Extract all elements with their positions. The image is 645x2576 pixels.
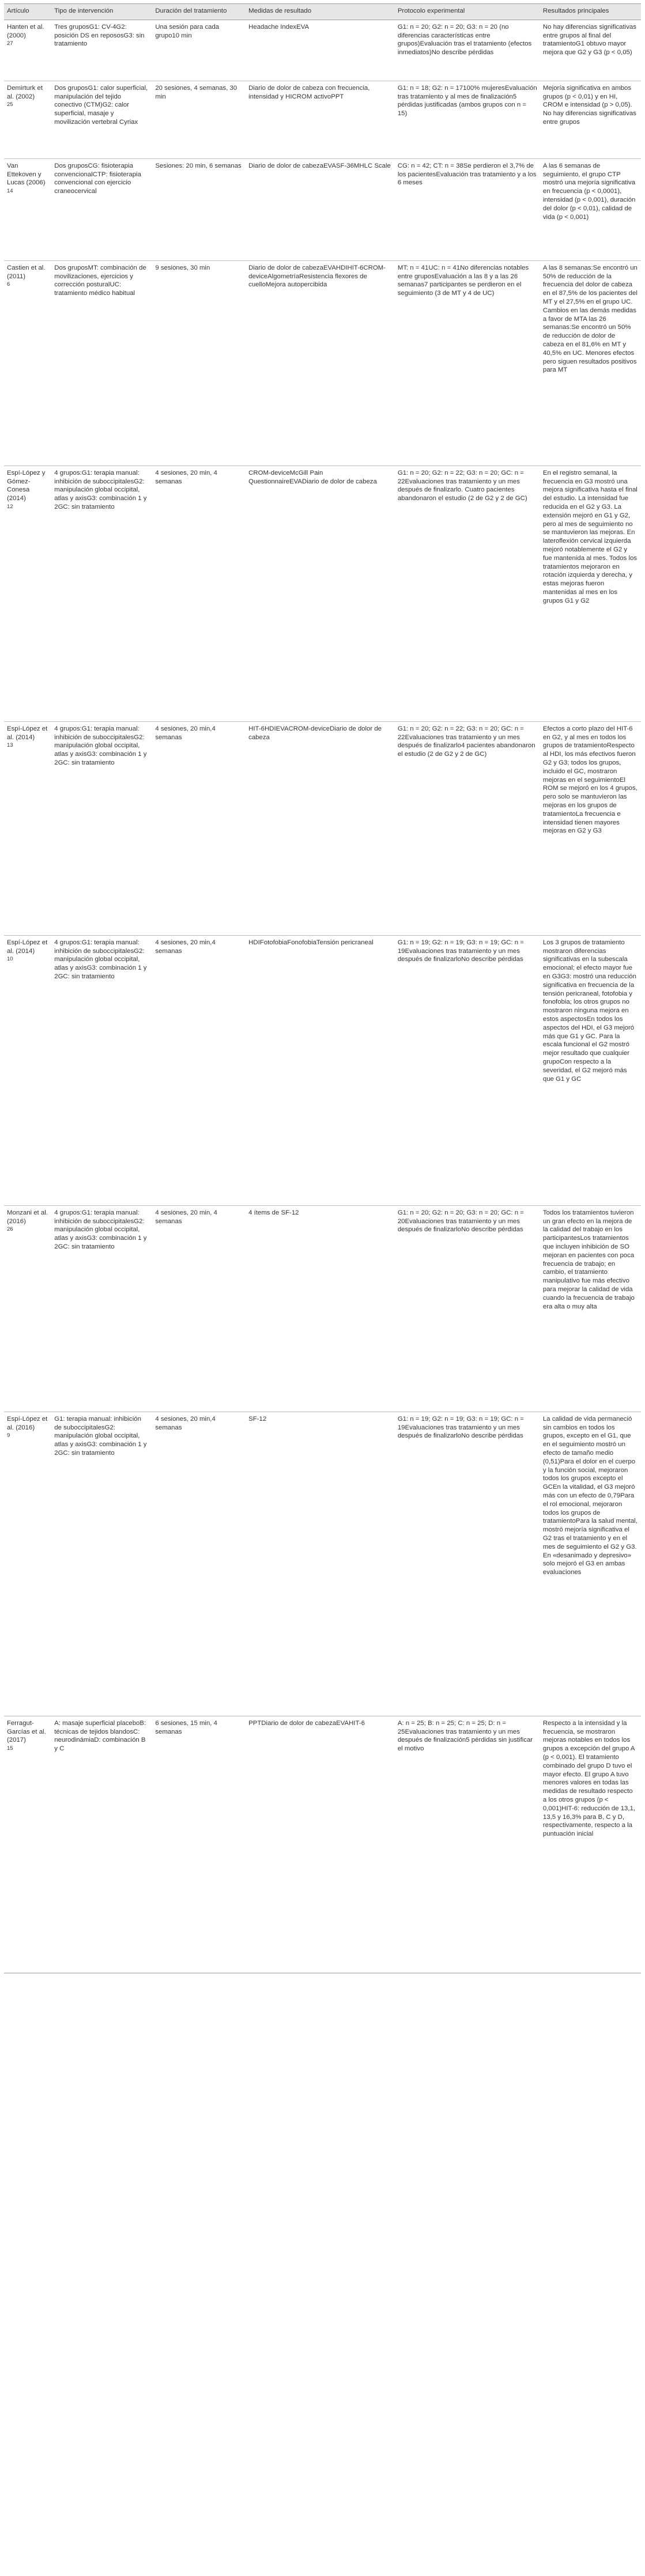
table-row	[4, 81, 641, 158]
cell-duracion: Sesiones: 20 min, 6 semanas	[152, 158, 246, 260]
cell-resultados: Mejoría significativa en ambos grupos (p < 0,01) y en HI, CROM e intensidad (p > 0,05). No hay diferencias significativas entre grupos	[540, 81, 641, 158]
cell-medidas: HIT-6HDIEVACROM-deviceDiario de dolor de cabeza	[246, 721, 395, 935]
cell-medidas: CROM-deviceMcGill Pain QuestionnaireEVADiario de dolor de cabeza	[246, 466, 395, 721]
table-row	[4, 158, 641, 260]
header-articulo: Artículo	[4, 4, 51, 20]
cell-tipo: 4 grupos:G1: terapia manual: inhibición de suboccipitalesG2: manipulación global occipital, atlas y axisG3: combinación 1 y 2GC: sin tratamiento	[51, 721, 152, 935]
cell-resultados: A las 8 semanas:Se encontró un 50% de reducción de la frecuencia del dolor de cabeza en el 87,5% de los pacientes del MT y el 27,5% en el grupo UC. Cambios en las demás medidas a favor de MTA las 26 semanas:Se encontró un 50% de reducción de dolor de cabeza en el 81,6% en MT y 40,5% en UC. Menores efectos pero siguen resultados positivos para MT	[540, 260, 641, 466]
cell-articulo: Monzani et al. (2016) $^{26}$	[4, 1205, 51, 1412]
cell-articulo: Hanten et al. (2000) $^{27}$	[4, 20, 51, 81]
cell-articulo: Ferragut-Garcías et al. (2017) $^{15}$	[4, 1716, 51, 1973]
cell-resultados: Los 3 grupos de tratamiento mostraron diferencias significativas en la subescala emocional; el efecto mayor fue en G3G3: mostró una reducción significativa en frecuencia de la tensión pericraneal, fotofobia y fonofobia; los otros grupos no mostraron ninguna mejora en estos aspectosEn todos los aspectos del HDI, el G3 mejoró más que G1 y GC. Para la escala funcional el G2 mostró mejor resultado que cualquier grupoCon respecto a la severidad, el G2 mejoró más que G1 y GC	[540, 935, 641, 1205]
cell-tipo: G1: terapia manual: inhibición de suboccipitalesG2: manipulación global occipital, atlas y axisG3: combinación 1 y 2GC: sin tratamiento	[51, 1412, 152, 1716]
header-tipo: Tipo de intervención	[51, 4, 152, 20]
cell-tipo: 4 grupos:G1: terapia manual: inhibición de suboccipitalesG2: manipulación global occipital, atlas y axisG3: combinación 1 y 2GC: sin tratamiento	[51, 1205, 152, 1412]
cell-duracion: 4 sesiones, 20 min, 4 semanas	[152, 466, 246, 721]
cell-resultados: No hay diferencias significativas entre grupos al final del tratamientoG1 obtuvo mayor mejora que G2 y G3 (p < 0,05)	[540, 20, 641, 81]
citation-ref[interactable]: 9	[7, 1432, 10, 1439]
cell-articulo: Espí-López et al. (2014) $^{13}$	[4, 721, 51, 935]
cell-medidas: Diario de dolor de cabezaEVAHDIHIT-6CROM-deviceAlgometríaResistencia flexores de cuelloMejora autopercibida	[246, 260, 395, 466]
cell-duracion: Una sesión para cada grupo10 min	[152, 20, 246, 81]
cell-resultados: La calidad de vida permaneció sin cambios en todos los grupos, excepto en el G1, que en el seguimiento mostró un efecto de tamaño medio (0,51)Para el dolor en el cuerpo y la función social, mejoraron todos los grupos excepto el GCEn la vitalidad, el G3 mejoró más con un efecto de 0,79Para el rol emocional, mejoraron todos los grupos de tratamientoPara la salud mental, mostró mejoría significativa el G2 tras el tratamiento y en el mes de seguimiento el G2 y G3. En «desanimado y depresivo» solo mejoró el G3 en ambas evaluaciones	[540, 1412, 641, 1716]
cell-protocolo: G1: n = 20; G2: n = 22; G3: n = 20; GC: n = 22Evaluaciones tras tratamiento y un mes después de finalizarlo4 pacientes abandonaron el estudio (2 de G2 y 2 de GC)	[395, 721, 540, 935]
citation-ref[interactable]: 10	[7, 956, 13, 963]
table-row	[4, 935, 641, 1205]
table-header-row	[4, 4, 641, 20]
cell-articulo: Castien et al. (2011) $^6$	[4, 260, 51, 466]
cell-resultados: Efectos a corto plazo del HIT-6 en G2, y al mes en todos los grupos de tratamientoRespecto al HDI, los más efectivos fueron G2 y G3; todos los grupos, incluido el GC, mostraron mejoras en el seguimientoEl ROM se mejoró en los 4 grupos, pero solo se mantuvieron las mejoras en los grupos de tratamientoLa frecuencia e intensidad tienen mayores mejoras en G2 y G3	[540, 721, 641, 935]
cell-medidas: Headache IndexEVA	[246, 20, 395, 81]
cell-resultados: En el registro semanal, la frecuencia en G3 mostró una mejora significativa hasta el final del estudio. La intensidad fue reducida en el G2 y G3. La extensión mejoró en G1 y G2, pero al mes de seguimiento no se mantuvieron las mejoras. En lateroflexión cervical izquierda mejoró notablemente el G2 y fue mantenida al mes. Todos los tratamientos mejoraron en rotación izquierda y derecha, y estas mejoras fueron mantenidas al mes en los grupos G1 y G2	[540, 466, 641, 721]
cell-tipo: 4 grupos:G1: terapia manual: inhibición de suboccipitalesG2: manipulación global occipital, atlas y axisG3: combinación 1 y 2GC: sin tratamiento	[51, 466, 152, 721]
table-row	[4, 260, 641, 466]
cell-tipo: Dos gruposCG: fisioterapia convencionalCTP: fisioterapia convencional con ejercicio craneocervical	[51, 158, 152, 260]
table-row	[4, 466, 641, 721]
cell-medidas: SF-12	[246, 1412, 395, 1716]
cell-duracion: 9 sesiones, 30 min	[152, 260, 246, 466]
cell-articulo: Espí-López et al. (2016) $^9$	[4, 1412, 51, 1716]
cell-resultados: Todos los tratamientos tuvieron un gran efecto en la mejora de la calidad del trabajo en los participantesLos tratamientos que incluyen inhibición de SO mejoran en pacientes con poca frecuencia de trabajo; en cambio, el tratamiento manipulativo fue más efectivo para mejorar la calidad de vida cuando la frecuencia de trabajo era alta o muy alta	[540, 1205, 641, 1412]
header-duracion: Duración del tratamiento	[152, 4, 246, 20]
citation-ref[interactable]: 13	[7, 742, 13, 749]
citation-ref[interactable]: 14	[7, 188, 13, 195]
cell-protocolo: CG: n = 42; CT: n = 38Se perdieron el 3,7% de los pacientesEvaluación tras tratamiento y a los 6 meses	[395, 158, 540, 260]
cell-protocolo: G1: n = 18; G2: n = 17100% mujeresEvaluación tras tratamiento y al mes de finalización5 pérdidas justificadas (ambos grupos con n = 15)	[395, 81, 540, 158]
citation-ref[interactable]: 27	[7, 40, 13, 47]
cell-protocolo: G1: n = 20; G2: n = 20; G3: n = 20 (no diferencias características entre grupos)Evaluación tras el tratamiento (efectos inmediatos)No describe pérdidas	[395, 20, 540, 81]
cell-duracion: 4 sesiones, 20 min,4 semanas	[152, 721, 246, 935]
cell-tipo: Tres gruposG1: CV-4G2: posición DS en repososG3: sin tratamiento	[51, 20, 152, 81]
cell-tipo: 4 grupos:G1: terapia manual: inhibición de suboccipitalesG2: manipulación global occipital, atlas y axisG3: combinación 1 y 2GC: sin tratamiento	[51, 935, 152, 1205]
cell-duracion: 20 sesiones, 4 semanas, 30 min	[152, 81, 246, 158]
table-row	[4, 1205, 641, 1412]
cell-articulo: Demirturk et al. (2002) $^{25}$	[4, 81, 51, 158]
cell-articulo: Van Ettekoven y Lucas (2006) $^{14}$	[4, 158, 51, 260]
cell-duracion: 4 sesiones, 20 min,4 semanas	[152, 1412, 246, 1716]
header-resultados: Resultados principales	[540, 4, 641, 20]
cell-resultados: Respecto a la intensidad y la frecuencia, se mostraron mejoras notables en todos los grupos a excepción del grupo A (p < 0,001). El tratamiento combinado del grupo D tuvo el mayor efecto. El grupo A tuvo menores valores en todas las medidas de resultado respecto a los otros grupos (p < 0,001)HIT-6: reducción de 13,1, 13,5 y 16,3% para B, C y D, respectivamente, respecto a la puntuación inicial	[540, 1716, 641, 1973]
header-medidas: Medidas de resultado	[246, 4, 395, 20]
table-row	[4, 1716, 641, 1973]
cell-protocolo: G1: n = 20; G2: n = 20; G3: n = 20; GC: n = 20Evaluaciones tras tratamiento y un mes después de finalizarloNo describe pérdidas	[395, 1205, 540, 1412]
review-table	[4, 3, 641, 1973]
cell-protocolo: G1: n = 19; G2: n = 19; G3: n = 19; GC: n = 19Evaluaciones tras tratamiento y un mes después de finalizarloNo describe pérdidas	[395, 1412, 540, 1716]
cell-resultados: A las 6 semanas de seguimiento, el grupo CTP mostró una mejoría significativa en frecuencia (p < 0,0001), intensidad (p < 0,001), duración del dolor (p < 0,01), calidad de vida (p < 0,001)	[540, 158, 641, 260]
cell-tipo: Dos gruposMT: combinación de movilizaciones, ejercicios y corrección posturalUC: tratamiento médico habitual	[51, 260, 152, 466]
cell-medidas: Diario de dolor de cabeza con frecuencia, intensidad y HICROM activoPPT	[246, 81, 395, 158]
citation-ref[interactable]: 12	[7, 503, 13, 510]
table-row	[4, 1412, 641, 1716]
cell-articulo: Espí-López y Gómez-Conesa (2014) $^{12}$	[4, 466, 51, 721]
table-row	[4, 20, 641, 81]
cell-medidas: 4 ítems de SF-12	[246, 1205, 395, 1412]
citation-ref[interactable]: 6	[7, 281, 10, 288]
cell-medidas: PPTDiario de dolor de cabezaEVAHIT-6	[246, 1716, 395, 1973]
cell-medidas: Diario de dolor de cabezaEVASF-36MHLC Scale	[246, 158, 395, 260]
citation-ref[interactable]: 15	[7, 1745, 13, 1752]
cell-protocolo: G1: n = 19; G2: n = 19; G3: n = 19; GC: n = 19Evaluaciones tras tratamiento y un mes después de finalizarloNo describe pérdidas	[395, 935, 540, 1205]
cell-tipo: A: masaje superficial placeboB: técnicas de tejidos blandosC: neurodinámiaD: combinación B y C	[51, 1716, 152, 1973]
cell-medidas: HDIFotofobiaFonofobiaTensión pericraneal	[246, 935, 395, 1205]
citation-ref[interactable]: 25	[7, 101, 13, 108]
cell-protocolo: A: n = 25; B: n = 25; C: n = 25; D: n = 25Evaluaciones tras tratamiento y un mes después de finalización5 pérdidas sin justificar el motivo	[395, 1716, 540, 1973]
cell-protocolo: MT: n = 41UC: n = 41No diferencias notables entre gruposEvaluación a las 8 y a las 26 semanas7 participantes se perdieron en el seguimiento (3 de MT y 4 de UC)	[395, 260, 540, 466]
cell-protocolo: G1: n = 20; G2: n = 22; G3: n = 20; GC: n = 22Evaluaciones tras tratamiento y un mes después de finalizarlo. Cuatro pacientes abandonaron el estudio (2 de G2 y 2 de GC)	[395, 466, 540, 721]
cell-duracion: 4 sesiones, 20 min, 4 semanas	[152, 1205, 246, 1412]
cell-articulo: Espí-López et al. (2014) $^{10}$	[4, 935, 51, 1205]
cell-duracion: 4 sesiones, 20 min,4 semanas	[152, 935, 246, 1205]
table-row	[4, 721, 641, 935]
citation-ref[interactable]: 26	[7, 1226, 13, 1233]
header-protocolo: Protocolo experimental	[395, 4, 540, 20]
cell-tipo: Dos gruposG1: calor superficial, manipulación del tejido conectivo (CTM)G2: calor superficial, masaje y movilización vertebral Cyriax	[51, 81, 152, 158]
cell-duracion: 6 sesiones, 15 min, 4 semanas	[152, 1716, 246, 1973]
